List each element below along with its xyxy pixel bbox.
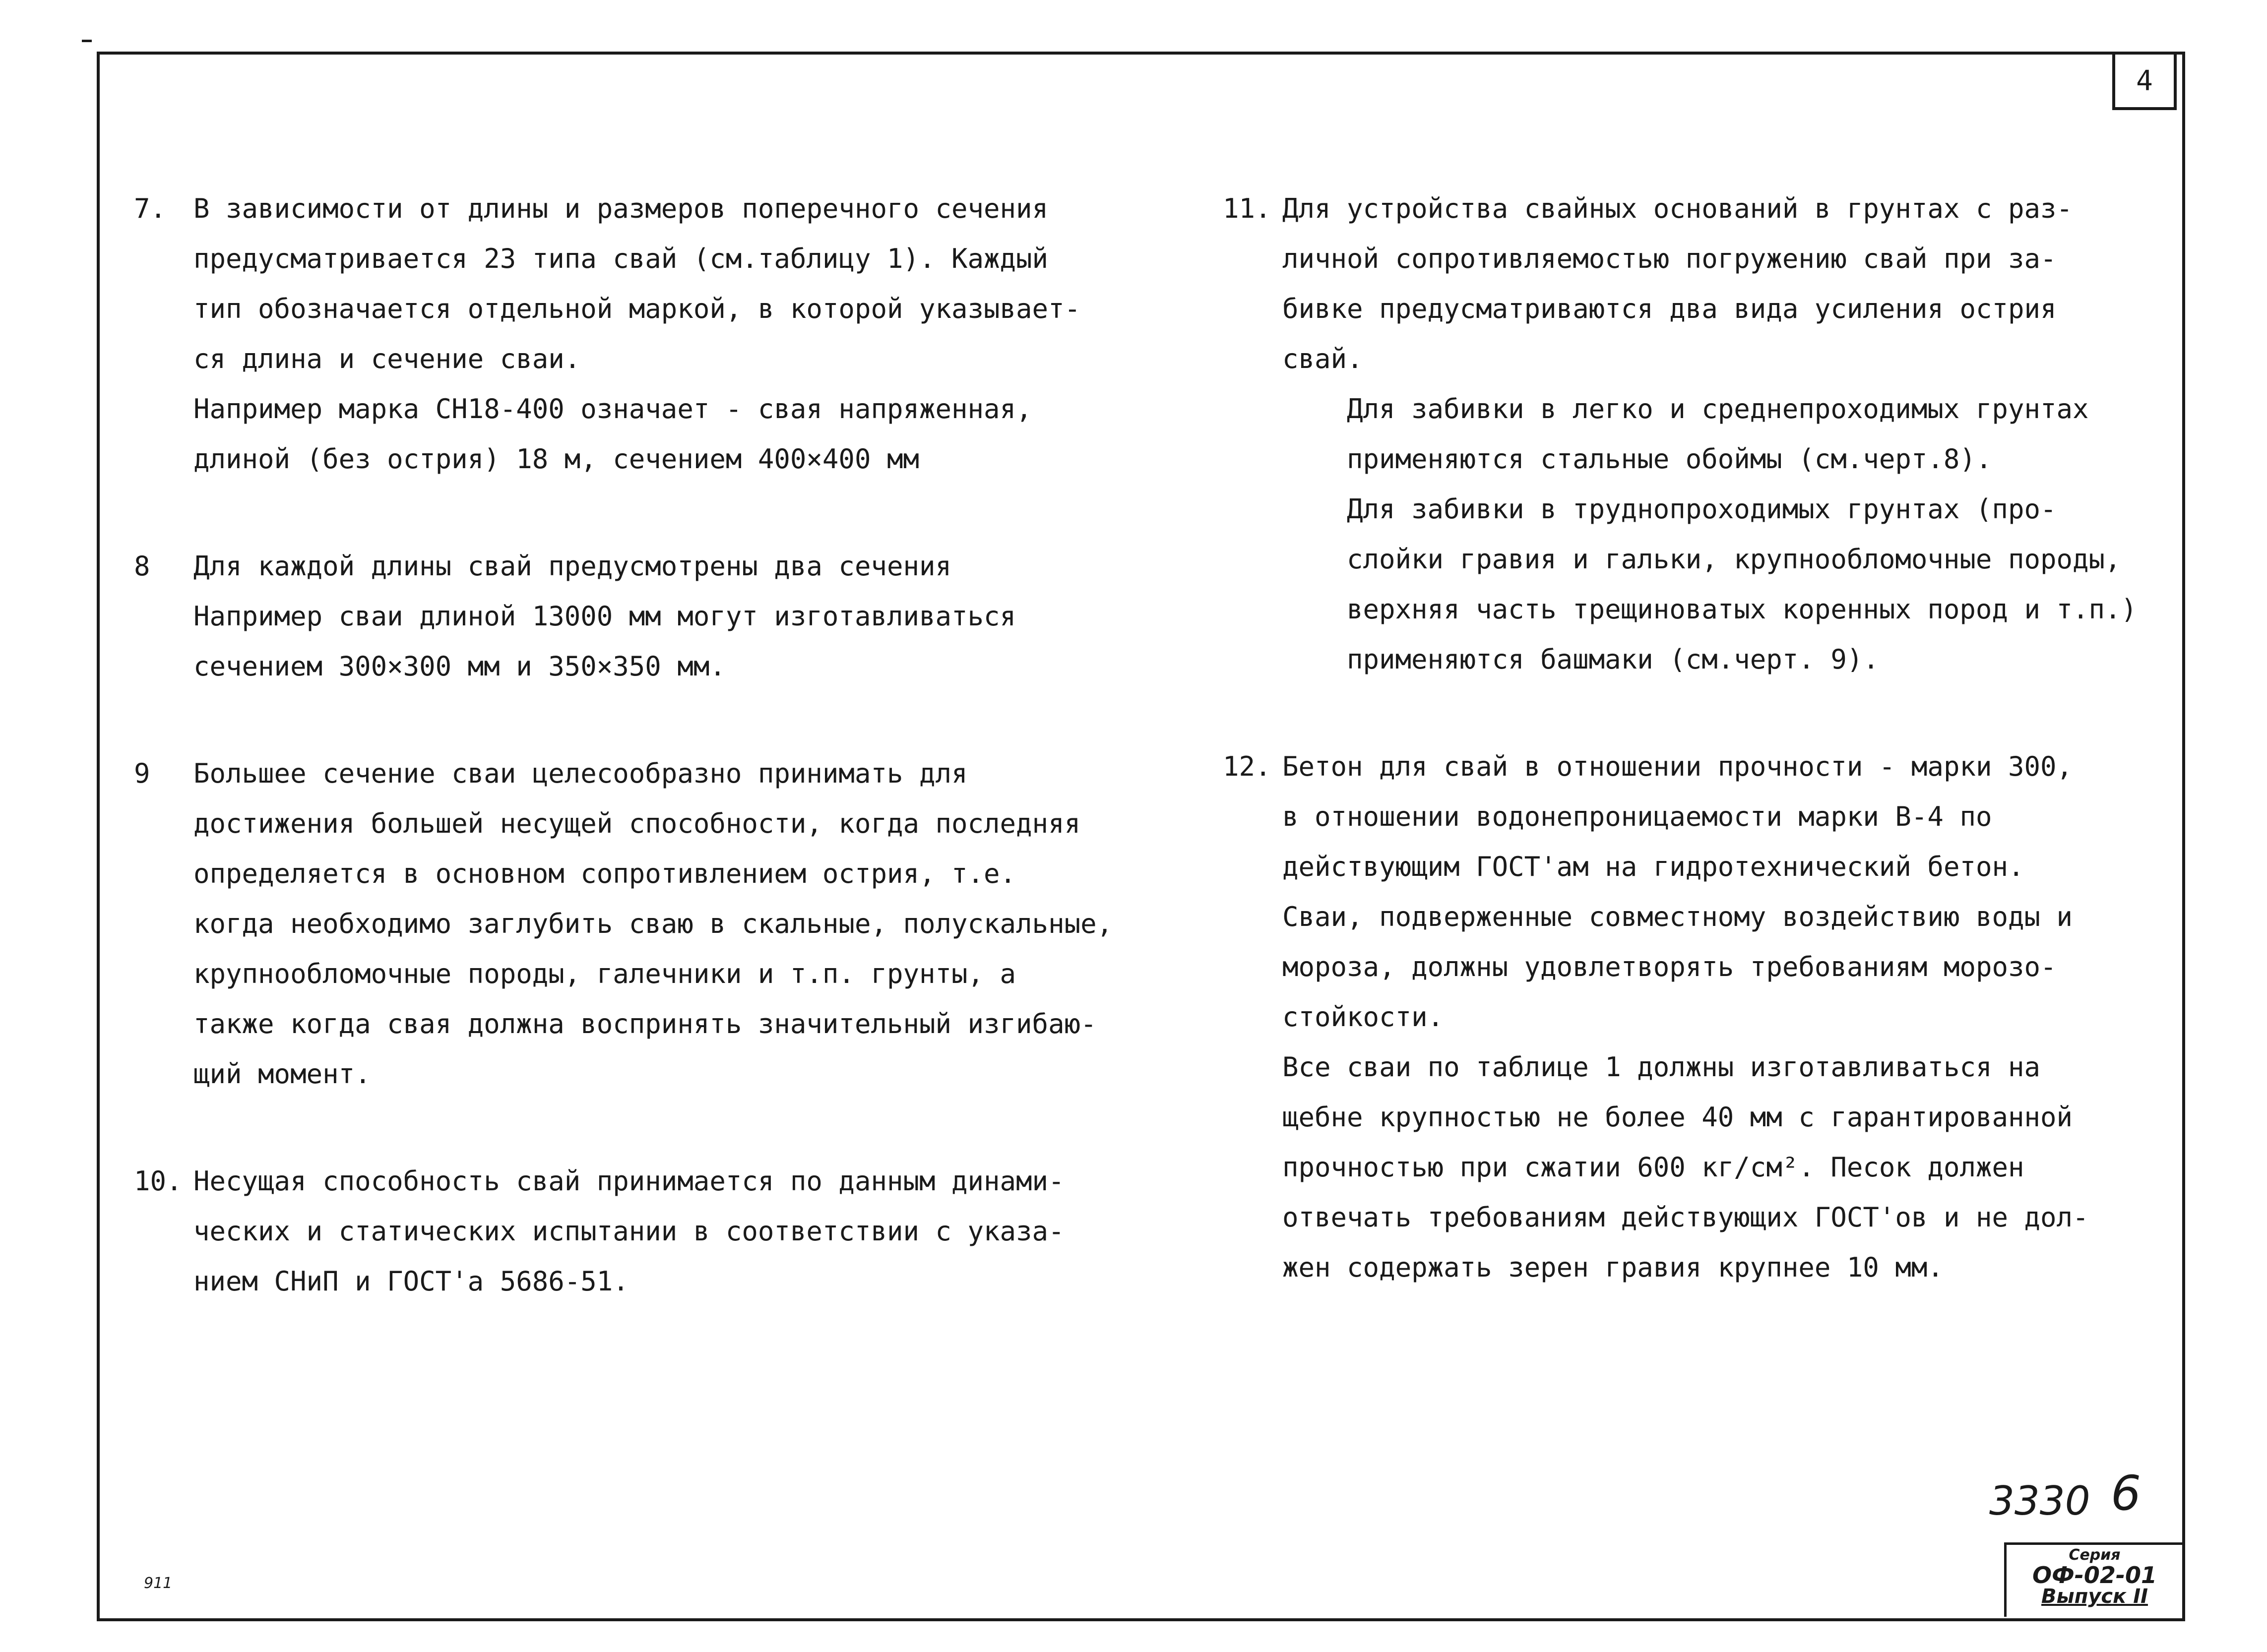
item-number: 7.: [134, 193, 167, 224]
text-line: мороза, должны удовлетворять требованиям морозо-: [1282, 951, 2057, 982]
text-line: Для забивки в легко и среднепроходимых грунтах: [1347, 393, 2089, 425]
numbered-item: [1223, 184, 2165, 684]
paragraph: [193, 541, 1171, 691]
text-line: также когда свая должна воспринять значительный изгибаю-: [193, 1008, 1097, 1040]
text-line: Большее сечение сваи целесообразно принимать для: [193, 758, 968, 789]
right-column: [1223, 184, 2165, 1349]
paragraph: [1282, 741, 2165, 1042]
text-line: действующим ГОСТ'ам на гидротехнический бетон.: [1282, 851, 2024, 882]
paragraph: [193, 184, 1171, 384]
paragraph: [1282, 184, 2165, 384]
paragraph: [1282, 1042, 2165, 1292]
text-line: тип обозначается отдельной маркой, в которой указывает-: [193, 293, 1081, 324]
text-line: Все сваи по таблице 1 должны изготавливаться на: [1282, 1051, 2041, 1083]
text-line: Сваи, подверженные совместному воздействию воды и: [1282, 901, 2073, 932]
text-line: применяются стальные обоймы (см.черт.8).: [1347, 443, 1992, 475]
corner-tick: [82, 40, 92, 42]
text-line: в отношении водонепроницаемости марки В-4 по: [1282, 801, 1992, 832]
text-line: когда необходимо заглубить сваю в скальные, полускальные,: [193, 908, 1113, 939]
text-line: Для устройства свайных оснований в грунтах с раз-: [1282, 193, 2073, 224]
text-line: личной сопротивляемостью погружению свай при за-: [1282, 243, 2057, 274]
page-number: 4: [2112, 52, 2177, 110]
title-stamp: [2004, 1542, 2183, 1617]
text-line: Для забивки в труднопроходимых грунтах (про-: [1347, 493, 2057, 525]
text-line: применяются башмаки (см.черт. 9).: [1347, 644, 1879, 675]
numbered-item: [134, 184, 1171, 484]
text-line: определяется в основном сопротивлением острия, т.е.: [193, 858, 1016, 889]
item-number: 10.: [134, 1165, 183, 1197]
text-line: щебне крупностью не более 40 мм с гарантированной: [1282, 1101, 2073, 1133]
paragraph: [193, 1156, 1171, 1306]
stamp-label: Серия: [2069, 1546, 2121, 1564]
text-line: стойкости.: [1282, 1001, 1444, 1033]
text-line: жен содержать зерен гравия крупнее 10 мм.: [1282, 1252, 1944, 1283]
text-line: Например марка СН18-400 означает - свая напряженная,: [193, 393, 1032, 425]
text-line: ческих и статических испытании в соответствии с указа-: [193, 1216, 1065, 1247]
paragraph: [1282, 384, 2165, 484]
corner-note: 911: [144, 1575, 173, 1592]
text-line: В зависимости от длины и размеров поперечного сечения: [193, 193, 1049, 224]
paragraph: [193, 748, 1171, 1099]
text-line: бивке предусматриваются два вида усиления острия: [1282, 293, 2057, 324]
text-line: сечением 300×300 мм и 350×350 мм.: [193, 651, 726, 682]
text-line: длиной (без острия) 18 м, сечением 400×400 мм: [193, 443, 919, 475]
item-number: 9: [134, 758, 150, 789]
text-line: ся длина и сечение сваи.: [193, 343, 581, 374]
text-line: верхняя часть трещиноватых коренных пород и т.п.): [1347, 594, 2138, 625]
text-line: Например сваи длиной 13000 мм могут изготавливаться: [193, 601, 1016, 632]
sheet-number: 6: [2111, 1466, 2141, 1521]
text-line: Бетон для свай в отношении прочности - марки 300,: [1282, 751, 2073, 782]
item-number: 11.: [1223, 193, 1271, 224]
left-column: [134, 184, 1171, 1363]
text-line: Несущая способность свай принимается по данным динами-: [193, 1165, 1065, 1197]
paragraph: [193, 384, 1171, 484]
item-number: 8: [134, 551, 150, 582]
text-line: Для каждой длины свай предусмотрены два сечения: [193, 551, 952, 582]
stamp-issue: Выпуск II: [2041, 1585, 2148, 1608]
stamp-code: ОФ-02-01: [2032, 1562, 2157, 1589]
text-line: свай.: [1282, 343, 1363, 374]
item-number: 12.: [1223, 751, 1271, 782]
text-line: щий момент.: [193, 1058, 371, 1090]
numbered-item: [1223, 741, 2165, 1292]
paragraph: [1282, 484, 2165, 684]
numbered-item: [134, 541, 1171, 691]
text-line: достижения большей несущей способности, когда последняя: [193, 808, 1081, 839]
text-line: нием СНиП и ГОСТ'а 5686-51.: [193, 1266, 629, 1297]
text-line: предусматривается 23 типа свай (см.таблицу 1). Каждый: [193, 243, 1049, 274]
text-line: прочностью при сжатии 600 кг/см². Песок должен: [1282, 1152, 2024, 1183]
text-line: слойки гравия и гальки, крупнообломочные породы,: [1347, 544, 2121, 575]
text-line: крупнообломочные породы, галечники и т.п. грунты, а: [193, 958, 1016, 989]
numbered-item: [134, 748, 1171, 1099]
series-number: 3330: [1989, 1478, 2090, 1524]
text-line: отвечать требованиям действующих ГОСТ'ов и не дол-: [1282, 1202, 2089, 1233]
numbered-item: [134, 1156, 1171, 1306]
